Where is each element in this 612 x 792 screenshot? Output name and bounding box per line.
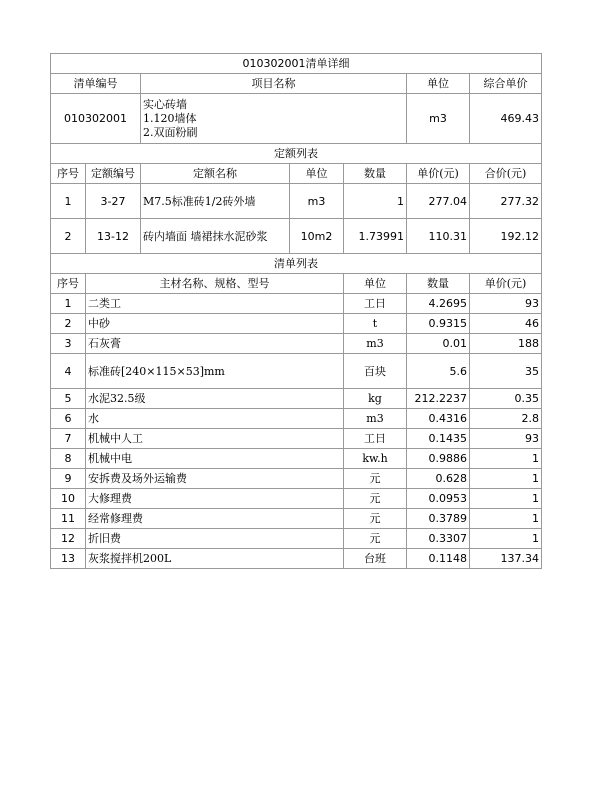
material-unit: kg — [344, 389, 407, 409]
quota-unit: m3 — [290, 184, 344, 219]
material-unit: kw.h — [344, 449, 407, 469]
material-qty: 0.9886 — [407, 449, 470, 469]
material-header-qty: 数量 — [407, 274, 470, 294]
material-name: 二类工 — [86, 294, 344, 314]
material-name: 水泥32.5级 — [86, 389, 344, 409]
material-unit: 元 — [344, 529, 407, 549]
material-price: 188 — [470, 334, 542, 354]
item-name — [141, 94, 407, 144]
material-qty: 0.1148 — [407, 549, 470, 569]
material-row — [51, 334, 542, 354]
material-row — [51, 354, 542, 389]
quota-total: 277.32 — [470, 184, 542, 219]
material-qty: 0.3307 — [407, 529, 470, 549]
material-seq: 2 — [51, 314, 86, 334]
material-price: 1 — [470, 529, 542, 549]
quota-code: 3-27 — [86, 184, 141, 219]
material-qty: 4.2695 — [407, 294, 470, 314]
material-price: 0.35 — [470, 389, 542, 409]
quota-code: 13-12 — [86, 219, 141, 254]
material-seq: 1 — [51, 294, 86, 314]
material-row — [51, 389, 542, 409]
material-qty: 0.1435 — [407, 429, 470, 449]
material-seq: 11 — [51, 509, 86, 529]
material-qty: 0.9315 — [407, 314, 470, 334]
item-name-line: 1.120墙体 — [143, 112, 197, 125]
material-unit: t — [344, 314, 407, 334]
material-name: 水 — [86, 409, 344, 429]
item-code: 010302001 — [51, 94, 141, 144]
material-unit: 工日 — [344, 429, 407, 449]
quota-header-name: 定额名称 — [141, 164, 290, 184]
header-item-price: 综合单价 — [470, 74, 542, 94]
quota-unit: 10m2 — [290, 219, 344, 254]
material-seq: 9 — [51, 469, 86, 489]
material-name: 折旧费 — [86, 529, 344, 549]
header-item-name: 项目名称 — [141, 74, 407, 94]
material-header-price: 单价(元) — [470, 274, 542, 294]
header-item-unit: 单位 — [407, 74, 470, 94]
quota-row — [51, 219, 542, 254]
quota-row — [51, 184, 542, 219]
material-seq: 5 — [51, 389, 86, 409]
material-seq: 7 — [51, 429, 86, 449]
material-row — [51, 294, 542, 314]
quota-header-seq: 序号 — [51, 164, 86, 184]
material-unit: 台班 — [344, 549, 407, 569]
material-row — [51, 509, 542, 529]
material-seq: 12 — [51, 529, 86, 549]
material-name: 经常修理费 — [86, 509, 344, 529]
material-name: 机械中人工 — [86, 429, 344, 449]
quota-header-price: 单价(元) — [407, 164, 470, 184]
material-unit: m3 — [344, 334, 407, 354]
material-price: 1 — [470, 489, 542, 509]
material-unit: 元 — [344, 509, 407, 529]
quota-price: 110.31 — [407, 219, 470, 254]
item-unit: m3 — [407, 94, 470, 144]
material-price: 1 — [470, 449, 542, 469]
quota-seq: 2 — [51, 219, 86, 254]
item-name-line: 实心砖墙 — [143, 98, 187, 111]
item-name-line: 2.双面粉刷 — [143, 126, 198, 139]
material-name: 灰浆搅拌机200L — [86, 549, 344, 569]
material-unit: 百块 — [344, 354, 407, 389]
material-qty: 5.6 — [407, 354, 470, 389]
quota-section-title: 定额列表 — [51, 144, 542, 164]
material-qty: 0.3789 — [407, 509, 470, 529]
quota-header-code: 定额编号 — [86, 164, 141, 184]
material-price: 1 — [470, 469, 542, 489]
header-item-code: 清单编号 — [51, 74, 141, 94]
material-row — [51, 469, 542, 489]
material-unit: m3 — [344, 409, 407, 429]
material-qty: 0.4316 — [407, 409, 470, 429]
quota-total: 192.12 — [470, 219, 542, 254]
quota-header-total: 合价(元) — [470, 164, 542, 184]
material-price: 46 — [470, 314, 542, 334]
material-unit: 工日 — [344, 294, 407, 314]
material-price: 93 — [470, 429, 542, 449]
material-name: 安拆费及场外运输费 — [86, 469, 344, 489]
material-row — [51, 549, 542, 569]
material-unit: 元 — [344, 489, 407, 509]
item-price: 469.43 — [470, 94, 542, 144]
quota-header-qty: 数量 — [344, 164, 407, 184]
material-row — [51, 409, 542, 429]
quota-name: 砖内墙面 墙裙抹水泥砂浆 — [141, 219, 290, 254]
quota-qty: 1.73991 — [344, 219, 407, 254]
quota-seq: 1 — [51, 184, 86, 219]
material-price: 2.8 — [470, 409, 542, 429]
material-name: 中砂 — [86, 314, 344, 334]
material-unit: 元 — [344, 469, 407, 489]
quota-qty: 1 — [344, 184, 407, 219]
material-row — [51, 449, 542, 469]
material-row — [51, 314, 542, 334]
table-title: 010302001清单详细 — [51, 54, 542, 74]
material-seq: 6 — [51, 409, 86, 429]
material-header-seq: 序号 — [51, 274, 86, 294]
list-section-title: 清单列表 — [51, 254, 542, 274]
material-qty: 0.01 — [407, 334, 470, 354]
material-price: 93 — [470, 294, 542, 314]
material-qty: 0.628 — [407, 469, 470, 489]
material-name: 大修理费 — [86, 489, 344, 509]
material-name: 机械中电 — [86, 449, 344, 469]
quota-name: M7.5标准砖1/2砖外墙 — [141, 184, 290, 219]
material-header-name: 主材名称、规格、型号 — [86, 274, 344, 294]
material-qty: 0.0953 — [407, 489, 470, 509]
material-seq: 10 — [51, 489, 86, 509]
quota-price: 277.04 — [407, 184, 470, 219]
material-seq: 8 — [51, 449, 86, 469]
material-name: 石灰膏 — [86, 334, 344, 354]
material-seq: 4 — [51, 354, 86, 389]
material-price: 137.34 — [470, 549, 542, 569]
material-name: 标准砖[240×115×53]mm — [86, 354, 344, 389]
material-price: 1 — [470, 509, 542, 529]
quota-header-unit: 单位 — [290, 164, 344, 184]
material-price: 35 — [470, 354, 542, 389]
material-row — [51, 529, 542, 549]
material-row — [51, 429, 542, 449]
material-qty: 212.2237 — [407, 389, 470, 409]
material-seq: 3 — [51, 334, 86, 354]
bill-detail-table — [50, 53, 542, 569]
material-header-unit: 单位 — [344, 274, 407, 294]
material-row — [51, 489, 542, 509]
material-seq: 13 — [51, 549, 86, 569]
